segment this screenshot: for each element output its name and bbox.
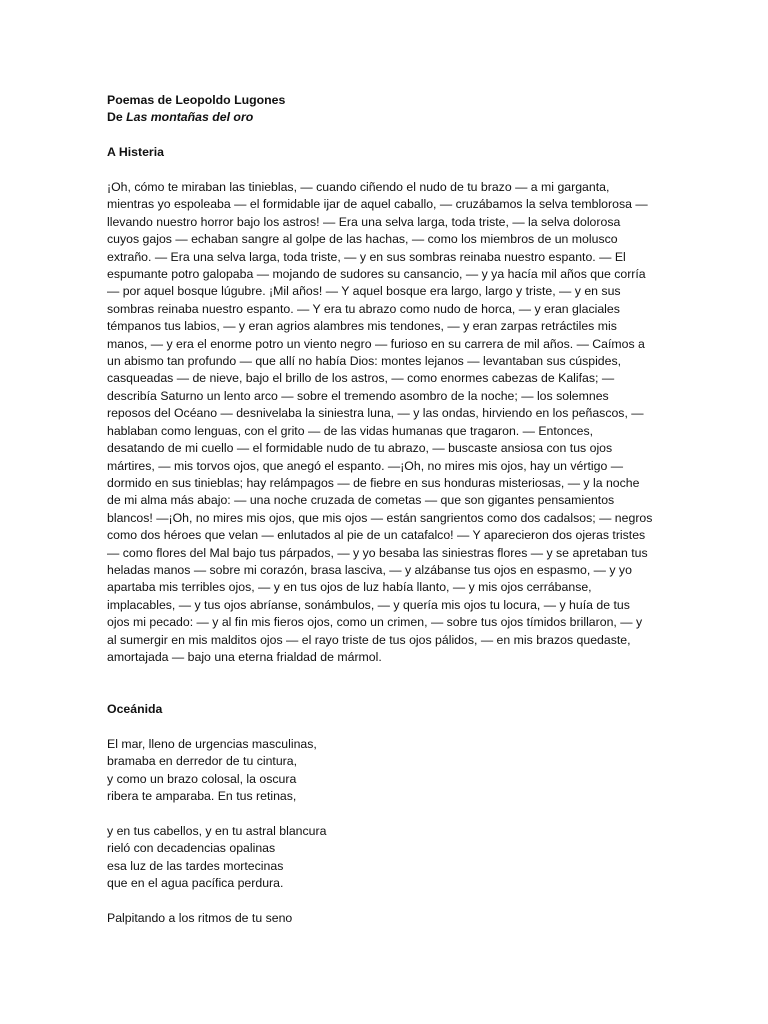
prose-line: un abismo tan profundo — que allí no había Dios: montes lejanos — levantaban sus cúspides, xyxy=(107,354,622,369)
document-body xyxy=(107,92,667,927)
prose-line: extraño. — Era una selva larga, toda triste, — y en sus sombras reinaba nuestro espanto. — El xyxy=(107,249,626,264)
verse-line: esa luz de las tardes mortecinas xyxy=(107,858,284,873)
prose-poem-a-histeria xyxy=(107,179,667,666)
prose-line: témpanos tus labios, — y eran agrios alambres mis tendones, — y eran zarpas retráctiles mis xyxy=(107,319,617,334)
verse-line: ribera te amparaba. En tus retinas, xyxy=(107,789,297,804)
section-title-a-histeria: A Histeria xyxy=(107,145,164,160)
section-title-oceanida: Oceánida xyxy=(107,702,163,717)
prose-line: mártires, — mis torvos ojos, que anegó el espanto. —¡Oh, no mires mis ojos, hay un vértigo — xyxy=(107,458,624,473)
prose-line: blancos! —¡Oh, no mires mis ojos, que mis ojos — están sangrientos como dos cadalsos; — negros xyxy=(107,510,653,525)
prose-line: describía Saturno un lento arco — sobre el tremendo asombro de la noche; — los solemnes xyxy=(107,388,609,403)
verse-line: Palpitando a los ritmos de tu seno xyxy=(107,911,293,925)
source-prefix: De xyxy=(107,110,127,125)
verse-line: rieló con decadencias opalinas xyxy=(107,841,276,856)
prose-line: al sumergir en mis malditos ojos — el rayo triste de tus ojos pálidos, — en mis brazos quedaste, xyxy=(107,632,631,647)
prose-line: sombras reinaba nuestro espanto. — Y era tu abrazo como nudo de horca, — y eran glaciales xyxy=(107,301,620,316)
prose-line: desatando de mi cuello — el formidable nudo de tu abrazo, — buscaste ansiosa con tus ojos xyxy=(107,441,613,456)
verse-line: y en tus cabellos, y en tu astral blancura xyxy=(107,823,327,838)
prose-line: como dos héroes que velan — enlutados al pie de un catafalco! — Y aparecieron dos ojeras tristes xyxy=(107,528,646,543)
verse-line: El mar, lleno de urgencias masculinas, xyxy=(107,736,317,751)
document-author-heading: Poemas de Leopoldo Lugones xyxy=(107,93,286,107)
prose-line: dormido en sus tinieblas; hay relámpagos — de fiebre en sus honduras misteriosas, — y la noche xyxy=(107,475,640,490)
prose-line: cuyos gajos — echaban sangre al golpe de las hachas, — como los miembros de un molusco xyxy=(107,232,618,247)
prose-line: amortajada — bajo una eterna frialdad de mármol. xyxy=(107,649,382,664)
prose-line: — por aquel bosque lúgubre. ¡Mil años! — Y aquel bosque era largo, largo y triste, — y en sus xyxy=(107,284,621,299)
prose-line: casqueadas — de nieve, bajo el brillo de los astros, — como enormes cabezas de Kalifas; — xyxy=(107,371,615,386)
verse-line: bramaba en derredor de tu cintura, xyxy=(107,754,298,769)
prose-line: implacables, — y tus ojos abríanse, sonámbulos, — y quería mis ojos tu locura, — y huía de tus xyxy=(107,597,630,612)
stanza-2 xyxy=(107,823,667,893)
source-book-title: Las montañas del oro xyxy=(126,110,254,125)
prose-line: heladas manos — sobre mi corazón, brasa lasciva, — y alzábanse tus ojos en espasmo, — y yo xyxy=(107,562,632,577)
stanza-1 xyxy=(107,736,667,806)
prose-line: espumante potro galopaba — mojando de sudores su cansancio, — y ya hacía mil años que corría xyxy=(107,267,646,282)
document-source-heading xyxy=(107,109,667,126)
stanza-3 xyxy=(107,910,667,927)
prose-line: reposos del Océano — desnivelaba la siniestra luna, — y las ondas, hirviendo en los peñascos, — xyxy=(107,406,644,421)
prose-line: — como flores del Mal bajo tus párpados, — y yo besaba las siniestras flores — y se apretaban tus xyxy=(107,545,648,560)
prose-line: apartaba mis terribles ojos, — y en tus ojos de luz había llanto, — y mis ojos cerrábanse, xyxy=(107,580,592,595)
prose-line: hablaban como lenguas, con el grito — de las vidas humanas que tragaron. — Entonces, xyxy=(107,423,594,438)
prose-line: manos, — y era el enorme potro un viento negro — furioso en su carrera de mil años. — Caímos a xyxy=(107,336,645,351)
prose-line: llevando nuestro horror bajo los astros! — Era una selva larga, toda triste, — la selva dolorosa xyxy=(107,214,621,229)
prose-line: ¡Oh, cómo te miraban las tinieblas, — cuando ciñendo el nudo de tu brazo — a mi garganta, xyxy=(107,180,610,194)
verse-line: que en el agua pacífica perdura. xyxy=(107,876,284,891)
prose-line: ojos mi pecado: — y al fin mis fieros ojos, como un crimen, — sobre tus ojos tímidos brillaron, — y xyxy=(107,615,643,630)
prose-line: mientras yo espoleaba — el formidable ijar de aquel caballo, — cruzábamos la selva temblorosa — xyxy=(107,197,648,212)
prose-line: de mi alma más abajo: — una noche cruzada de cometas — que son gigantes pensamientos xyxy=(107,493,615,508)
verse-line: y como un brazo colosal, la oscura xyxy=(107,771,297,786)
